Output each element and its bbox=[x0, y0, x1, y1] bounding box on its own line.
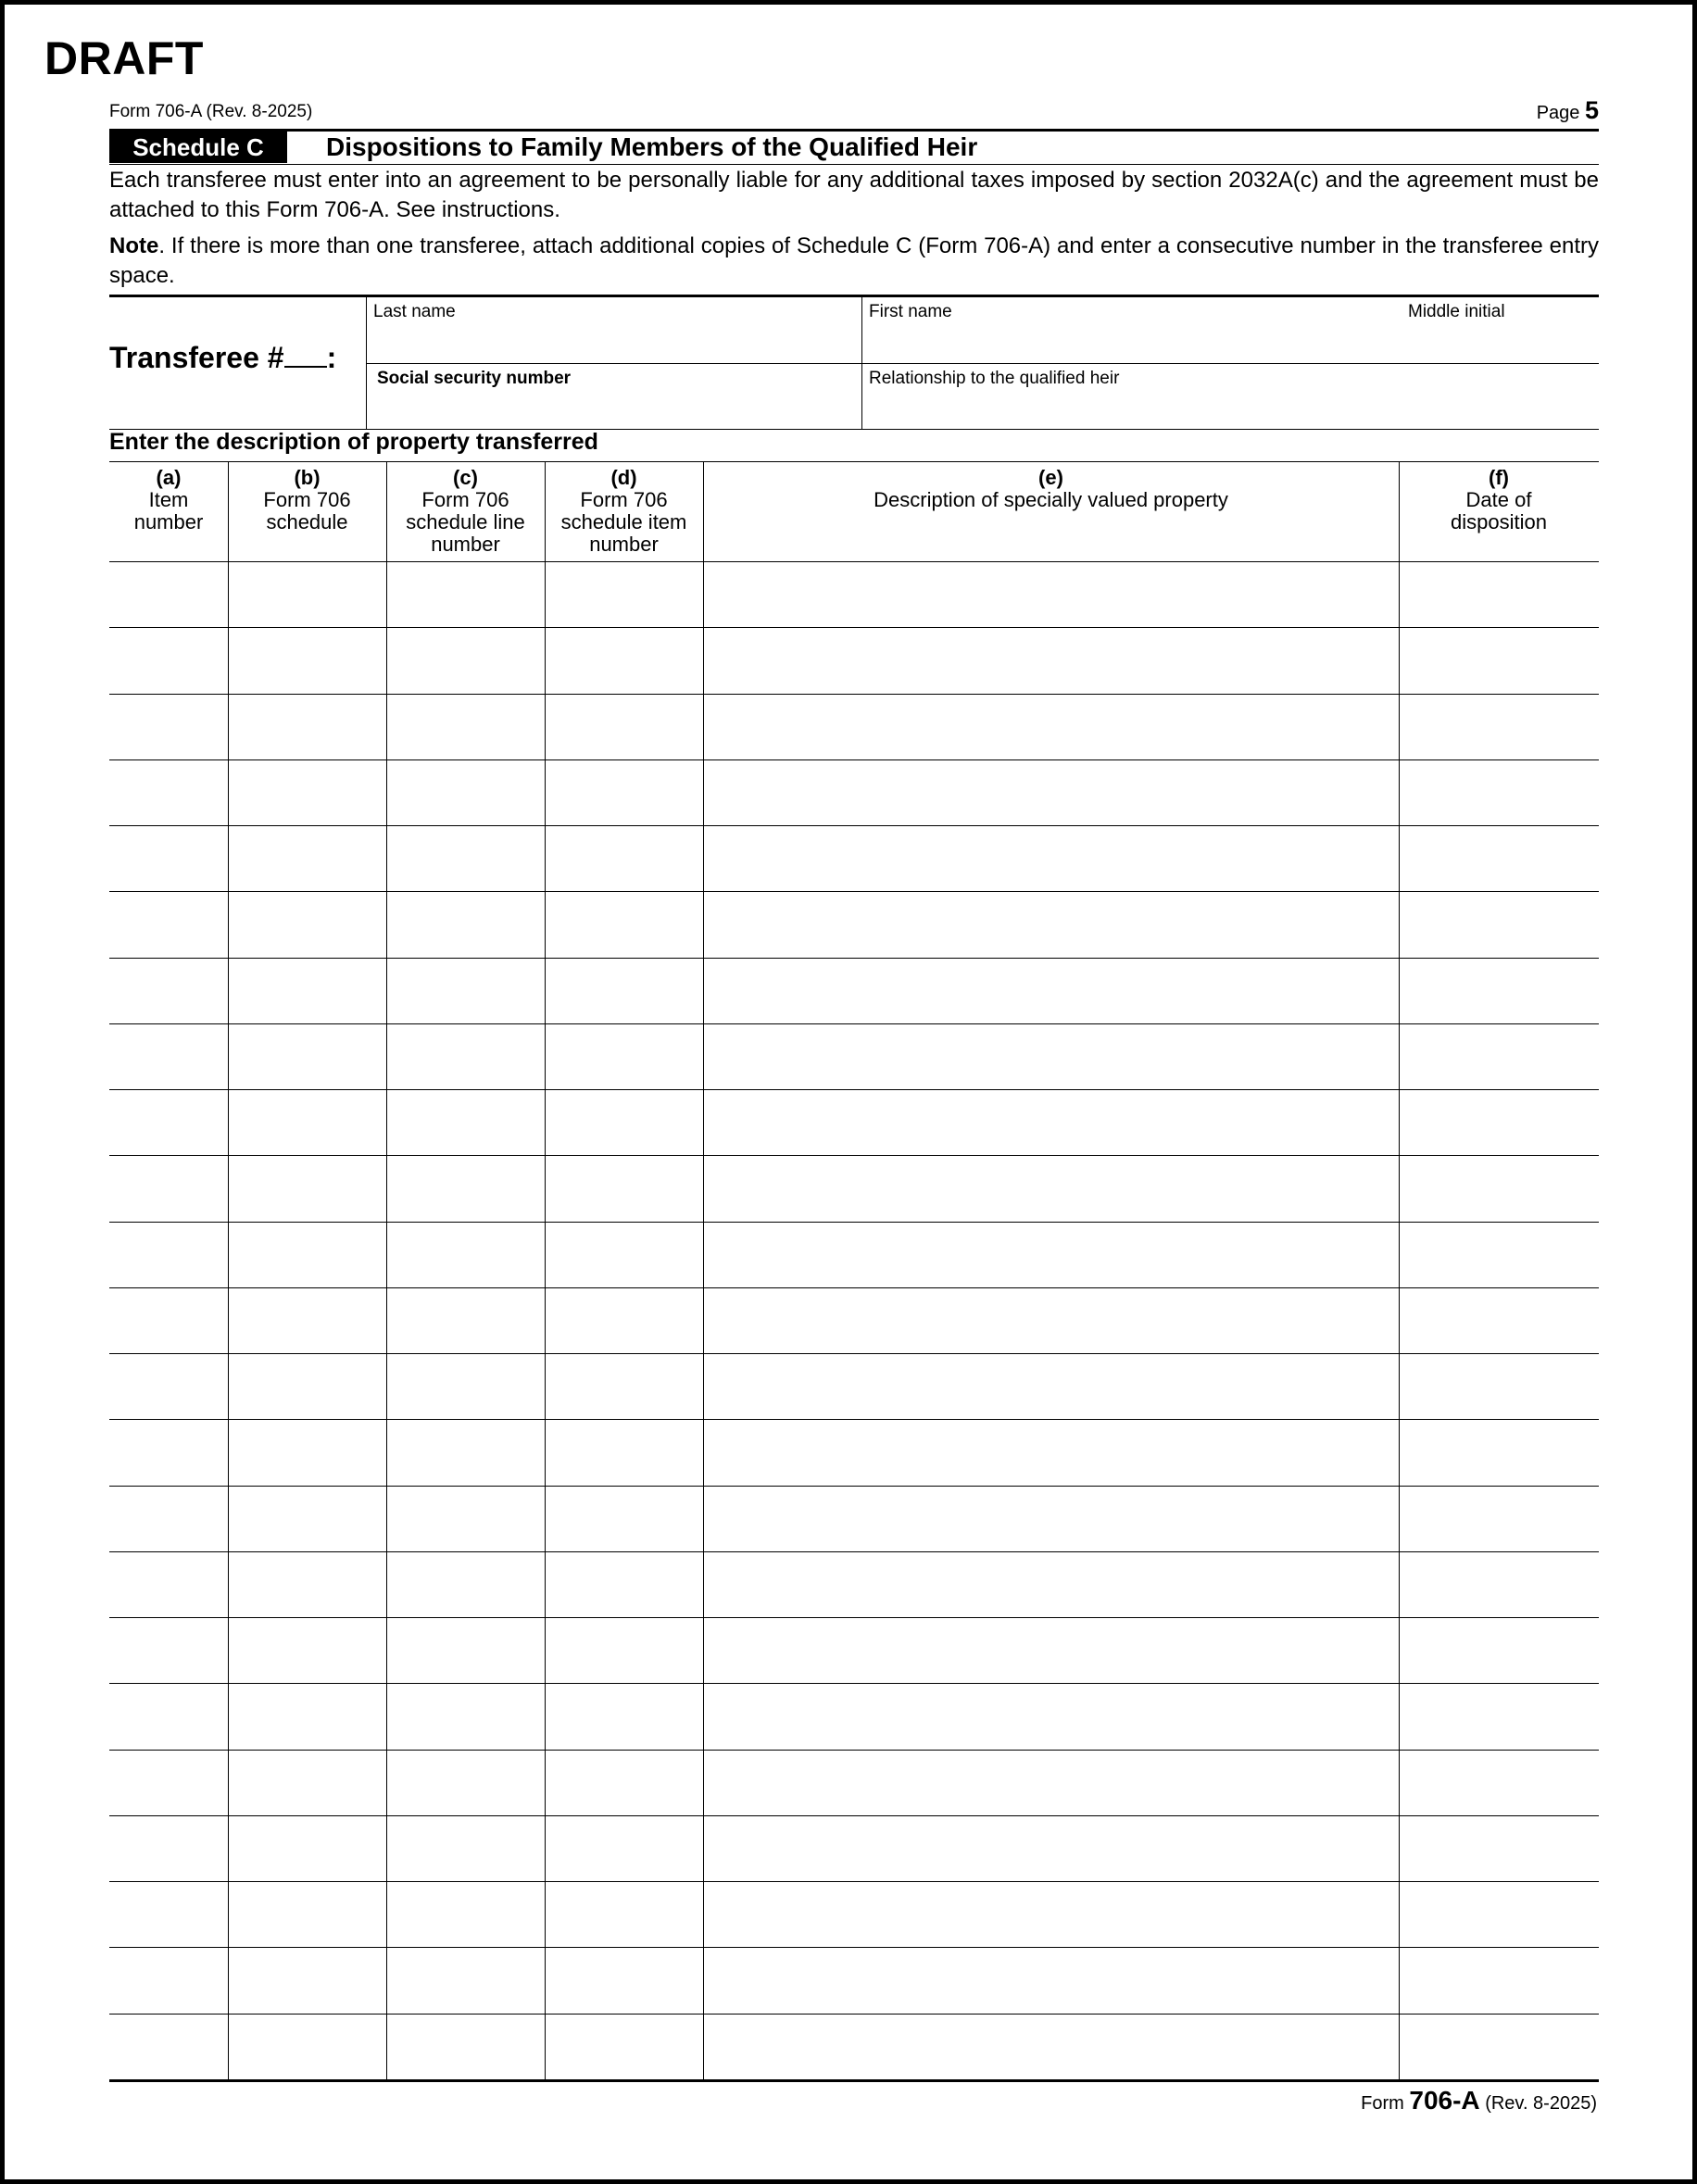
table-row bbox=[109, 1683, 1599, 1749]
table-row bbox=[109, 1881, 1599, 1947]
table-row bbox=[109, 1089, 1599, 1155]
table-cell[interactable] bbox=[386, 1815, 545, 1881]
table-cell[interactable] bbox=[228, 759, 386, 825]
table-cell[interactable] bbox=[109, 1486, 228, 1551]
table-row bbox=[109, 627, 1599, 693]
table-cell[interactable] bbox=[545, 958, 703, 1023]
table-row bbox=[109, 1419, 1599, 1485]
table-cell[interactable] bbox=[228, 1881, 386, 1947]
table-row bbox=[109, 1947, 1599, 2013]
table-row bbox=[109, 1155, 1599, 1221]
table-cell[interactable] bbox=[545, 1881, 703, 1947]
table-cell[interactable] bbox=[1399, 2014, 1599, 2079]
table-cell[interactable] bbox=[545, 561, 703, 627]
table-cell[interactable] bbox=[109, 825, 228, 891]
table-cell[interactable] bbox=[1399, 825, 1599, 891]
row-rule bbox=[109, 759, 1599, 760]
footer-form-rev: (Rev. 8-2025) bbox=[1485, 2093, 1597, 2114]
table-cell[interactable] bbox=[545, 759, 703, 825]
table-row bbox=[109, 1353, 1599, 1419]
table-cell[interactable] bbox=[386, 1750, 545, 1815]
footer-form-id bbox=[1361, 2086, 1597, 2115]
table-cell[interactable] bbox=[109, 694, 228, 759]
column-header bbox=[1399, 467, 1599, 533]
table-cell[interactable] bbox=[1399, 1089, 1599, 1155]
table-cell[interactable] bbox=[386, 1155, 545, 1221]
table-cell[interactable] bbox=[703, 1287, 1399, 1353]
ssn-field[interactable]: Social security number bbox=[377, 369, 572, 388]
column-header bbox=[386, 467, 545, 556]
table-row bbox=[109, 561, 1599, 627]
table-cell[interactable] bbox=[386, 1419, 545, 1485]
table-cell[interactable] bbox=[703, 561, 1399, 627]
column-header-text: number bbox=[589, 533, 659, 556]
column-letter: (b) bbox=[294, 466, 321, 489]
table-cell[interactable] bbox=[545, 1947, 703, 2013]
table-cell[interactable] bbox=[109, 1155, 228, 1221]
draft-watermark: DRAFT bbox=[44, 32, 204, 84]
column-letter: (a) bbox=[156, 466, 182, 489]
table-cell[interactable] bbox=[1399, 1222, 1599, 1287]
footer-form-prefix: Form bbox=[1361, 2093, 1404, 2114]
table-row bbox=[109, 1287, 1599, 1353]
table-row bbox=[109, 1750, 1599, 1815]
schedule-title: Dispositions to Family Members of the Qualified Heir bbox=[326, 132, 978, 161]
table-cell[interactable] bbox=[228, 1287, 386, 1353]
page-label: Page bbox=[1536, 103, 1580, 123]
table-cell[interactable] bbox=[386, 1353, 545, 1419]
form-revision: Form 706-A (Rev. 8-2025) bbox=[109, 102, 313, 121]
table-row bbox=[109, 1222, 1599, 1287]
table-cell[interactable] bbox=[1399, 1419, 1599, 1485]
table-cell[interactable] bbox=[109, 958, 228, 1023]
column-header-text: Form 706 bbox=[580, 488, 668, 511]
row-rule bbox=[109, 1551, 1599, 1552]
property-section-label: Enter the description of property transferred bbox=[109, 429, 598, 455]
table-cell[interactable] bbox=[228, 1617, 386, 1683]
row-rule bbox=[109, 694, 1599, 695]
first-name-field[interactable]: First name bbox=[869, 302, 952, 321]
transferee-label-prefix: Transferee # bbox=[109, 341, 284, 374]
table-cell[interactable] bbox=[545, 1551, 703, 1617]
table-row bbox=[109, 694, 1599, 759]
row-rule bbox=[109, 1683, 1599, 1684]
table-cell[interactable] bbox=[386, 958, 545, 1023]
table-row bbox=[109, 958, 1599, 1023]
note-label: Note bbox=[109, 233, 159, 258]
table-cell[interactable] bbox=[386, 1089, 545, 1155]
note-text: . If there is more than one transferee, attach additional copies of Schedule C (Form 706-A) and enter a consecutive number in the transferee entry space. bbox=[109, 233, 1599, 288]
transferee-label bbox=[109, 341, 336, 375]
table-cell[interactable] bbox=[703, 1486, 1399, 1551]
table-cell[interactable] bbox=[228, 958, 386, 1023]
table-cell[interactable] bbox=[545, 1486, 703, 1551]
table-cell[interactable] bbox=[386, 1551, 545, 1617]
table-cell[interactable] bbox=[545, 627, 703, 693]
table-cell[interactable] bbox=[1399, 891, 1599, 957]
table-cell[interactable] bbox=[703, 759, 1399, 825]
table-cell[interactable] bbox=[228, 561, 386, 627]
table-cell[interactable] bbox=[703, 1419, 1399, 1485]
table-cell[interactable] bbox=[109, 1750, 228, 1815]
table-cell[interactable] bbox=[109, 1222, 228, 1287]
table-cell[interactable] bbox=[228, 1222, 386, 1287]
table-cell[interactable] bbox=[386, 2014, 545, 2079]
table-cell[interactable] bbox=[545, 1683, 703, 1749]
table-row bbox=[109, 825, 1599, 891]
table-cell[interactable] bbox=[386, 627, 545, 693]
row-rule bbox=[109, 1815, 1599, 1816]
table-cell[interactable] bbox=[109, 1815, 228, 1881]
table-cell[interactable] bbox=[109, 891, 228, 957]
table-cell[interactable] bbox=[1399, 958, 1599, 1023]
table-cell[interactable] bbox=[1399, 1486, 1599, 1551]
table-cell[interactable] bbox=[703, 694, 1399, 759]
row-rule bbox=[109, 2014, 1599, 2015]
table-cell[interactable] bbox=[545, 1815, 703, 1881]
table-cell[interactable] bbox=[1399, 1551, 1599, 1617]
table-cell[interactable] bbox=[228, 891, 386, 957]
table-cell[interactable] bbox=[228, 2014, 386, 2079]
row-rule bbox=[109, 1155, 1599, 1156]
row-rule bbox=[109, 1486, 1599, 1487]
table-cell[interactable] bbox=[703, 1617, 1399, 1683]
table-cell[interactable] bbox=[228, 1023, 386, 1089]
column-header-text: number bbox=[431, 533, 500, 556]
table-cell[interactable] bbox=[109, 1419, 228, 1485]
row-rule bbox=[109, 1750, 1599, 1751]
table-cell[interactable] bbox=[228, 1419, 386, 1485]
row-rule bbox=[109, 1881, 1599, 1882]
table-cell[interactable] bbox=[109, 759, 228, 825]
column-header-text: Form 706 bbox=[263, 488, 351, 511]
table-cell[interactable] bbox=[1399, 1881, 1599, 1947]
table-row bbox=[109, 891, 1599, 957]
page-number-value: 5 bbox=[1584, 96, 1599, 124]
row-rule bbox=[109, 891, 1599, 892]
table-cell[interactable] bbox=[228, 1551, 386, 1617]
table-cell[interactable] bbox=[386, 1947, 545, 2013]
page-number bbox=[1537, 96, 1599, 125]
row-rule bbox=[109, 627, 1599, 628]
table-cell[interactable] bbox=[703, 825, 1399, 891]
table-cell[interactable] bbox=[545, 1023, 703, 1089]
table-cell[interactable] bbox=[545, 694, 703, 759]
column-header bbox=[703, 467, 1399, 511]
row-rule bbox=[109, 825, 1599, 826]
column-header-text: Item bbox=[148, 488, 189, 511]
relationship-field[interactable]: Relationship to the qualified heir bbox=[869, 369, 1120, 388]
table-row bbox=[109, 759, 1599, 825]
table-cell[interactable] bbox=[1399, 1750, 1599, 1815]
table-cell[interactable] bbox=[109, 1353, 228, 1419]
table-cell[interactable] bbox=[545, 1089, 703, 1155]
table-cell[interactable] bbox=[228, 1815, 386, 1881]
last-name-field[interactable]: Last name bbox=[373, 302, 456, 321]
table-cell[interactable] bbox=[545, 1750, 703, 1815]
table-cell[interactable] bbox=[228, 1683, 386, 1749]
row-rule bbox=[109, 1287, 1599, 1288]
transferee-mid-rule bbox=[366, 363, 1599, 364]
table-cell[interactable] bbox=[703, 1947, 1399, 2013]
table-cell[interactable] bbox=[386, 1023, 545, 1089]
table-cell[interactable] bbox=[1399, 1287, 1599, 1353]
table-cell[interactable] bbox=[545, 891, 703, 957]
table-cell[interactable] bbox=[228, 825, 386, 891]
table-cell[interactable] bbox=[386, 1881, 545, 1947]
table-cell[interactable] bbox=[703, 1551, 1399, 1617]
table-cell[interactable] bbox=[1399, 1353, 1599, 1419]
table-cell[interactable] bbox=[1399, 1617, 1599, 1683]
column-header-text: schedule item bbox=[560, 510, 687, 533]
note-paragraph bbox=[109, 232, 1599, 291]
column-header bbox=[545, 467, 703, 556]
table-cell[interactable] bbox=[386, 561, 545, 627]
table-row bbox=[109, 1551, 1599, 1617]
table-row bbox=[109, 1815, 1599, 1881]
column-header bbox=[228, 467, 386, 533]
column-header-text: disposition bbox=[1451, 510, 1547, 533]
table-cell[interactable] bbox=[545, 1617, 703, 1683]
table-cell[interactable] bbox=[703, 2014, 1399, 2079]
row-rule bbox=[109, 1353, 1599, 1354]
table-cell[interactable] bbox=[1399, 759, 1599, 825]
row-rule bbox=[109, 958, 1599, 959]
table-cell[interactable] bbox=[386, 1486, 545, 1551]
table-cell[interactable] bbox=[109, 627, 228, 693]
table-cell[interactable] bbox=[228, 1486, 386, 1551]
column-header-text: number bbox=[133, 510, 204, 533]
instructions-paragraph: Each transferee must enter into an agreement to be personally liable for any additional taxes imposed by section 2032A(c) and the agreement must be attached to this Form 706-A. See instructions. bbox=[109, 168, 1599, 222]
table-cell[interactable] bbox=[545, 2014, 703, 2079]
table-cell[interactable] bbox=[703, 1750, 1399, 1815]
table-cell[interactable] bbox=[703, 1353, 1399, 1419]
column-letter: (e) bbox=[1038, 466, 1063, 489]
table-cell[interactable] bbox=[386, 1683, 545, 1749]
table-cell[interactable] bbox=[109, 1551, 228, 1617]
row-rule bbox=[109, 1617, 1599, 1618]
table-cell[interactable] bbox=[228, 627, 386, 693]
table-cell[interactable] bbox=[109, 1089, 228, 1155]
table-row bbox=[109, 2014, 1599, 2079]
table-cell[interactable] bbox=[1399, 1815, 1599, 1881]
column-header bbox=[109, 467, 228, 533]
table-cell[interactable] bbox=[703, 1683, 1399, 1749]
table-cell[interactable] bbox=[703, 1089, 1399, 1155]
table-cell[interactable] bbox=[545, 825, 703, 891]
table-cell[interactable] bbox=[109, 1617, 228, 1683]
middle-initial-field[interactable]: Middle initial bbox=[1408, 302, 1505, 321]
column-header-text: Date of bbox=[1465, 488, 1532, 511]
table-cell[interactable] bbox=[109, 1023, 228, 1089]
column-letter: (d) bbox=[610, 466, 637, 489]
table-cell[interactable] bbox=[545, 1419, 703, 1485]
column-header-text: Description of specially valued property bbox=[874, 488, 1228, 511]
table-cell[interactable] bbox=[228, 1750, 386, 1815]
column-header-text: schedule bbox=[266, 510, 348, 533]
column-letter: (c) bbox=[453, 466, 478, 489]
table-cell[interactable] bbox=[109, 2014, 228, 2079]
table-cell[interactable] bbox=[109, 1881, 228, 1947]
table-cell[interactable] bbox=[545, 1353, 703, 1419]
table-cell[interactable] bbox=[545, 1287, 703, 1353]
table-cell[interactable] bbox=[386, 825, 545, 891]
table-cell[interactable] bbox=[386, 1617, 545, 1683]
column-letter: (f) bbox=[1489, 466, 1509, 489]
row-rule bbox=[109, 1222, 1599, 1223]
table-cell[interactable] bbox=[703, 1815, 1399, 1881]
transferee-number-blank[interactable] bbox=[284, 345, 327, 368]
table-cell[interactable] bbox=[228, 694, 386, 759]
table-cell[interactable] bbox=[703, 1023, 1399, 1089]
table-cell[interactable] bbox=[703, 958, 1399, 1023]
footer-form-number: 706-A bbox=[1409, 2086, 1480, 2115]
table-top-rule bbox=[109, 461, 1599, 462]
table-cell[interactable] bbox=[703, 1222, 1399, 1287]
table-cell[interactable] bbox=[703, 891, 1399, 957]
table-cell[interactable] bbox=[109, 1683, 228, 1749]
table-cell[interactable] bbox=[386, 1287, 545, 1353]
table-cell[interactable] bbox=[545, 1222, 703, 1287]
row-rule bbox=[109, 1089, 1599, 1090]
row-rule bbox=[109, 1419, 1599, 1420]
footer-rule bbox=[109, 2079, 1599, 2082]
table-cell[interactable] bbox=[228, 1947, 386, 2013]
table-cell[interactable] bbox=[228, 1089, 386, 1155]
table-cell[interactable] bbox=[1399, 561, 1599, 627]
table-cell[interactable] bbox=[703, 1881, 1399, 1947]
schedule-badge: Schedule C bbox=[109, 132, 287, 163]
schedule-rule bbox=[109, 164, 1599, 165]
table-cell[interactable] bbox=[228, 1155, 386, 1221]
table-cell[interactable] bbox=[1399, 1155, 1599, 1221]
table-cell[interactable] bbox=[1399, 1947, 1599, 2013]
row-rule bbox=[109, 1947, 1599, 1948]
table-row bbox=[109, 1486, 1599, 1551]
table-cell[interactable] bbox=[109, 1287, 228, 1353]
column-header-text: schedule line bbox=[406, 510, 525, 533]
table-cell[interactable] bbox=[386, 891, 545, 957]
table-cell[interactable] bbox=[545, 1155, 703, 1221]
table-cell[interactable] bbox=[1399, 627, 1599, 693]
row-rule bbox=[109, 1023, 1599, 1024]
table-row bbox=[109, 1617, 1599, 1683]
table-cell[interactable] bbox=[1399, 1023, 1599, 1089]
table-cell[interactable] bbox=[109, 561, 228, 627]
table-cell[interactable] bbox=[228, 1353, 386, 1419]
table-cell[interactable] bbox=[1399, 1683, 1599, 1749]
table-cell[interactable] bbox=[386, 694, 545, 759]
table-cell[interactable] bbox=[386, 1222, 545, 1287]
transferee-top-rule bbox=[109, 295, 1599, 297]
transferee-label-suffix: : bbox=[326, 341, 337, 374]
column-header-text: Form 706 bbox=[421, 488, 509, 511]
table-cell[interactable] bbox=[703, 627, 1399, 693]
table-cell[interactable] bbox=[703, 1155, 1399, 1221]
table-cell[interactable] bbox=[386, 759, 545, 825]
table-cell[interactable] bbox=[1399, 694, 1599, 759]
table-row bbox=[109, 1023, 1599, 1089]
table-cell[interactable] bbox=[109, 1947, 228, 2013]
